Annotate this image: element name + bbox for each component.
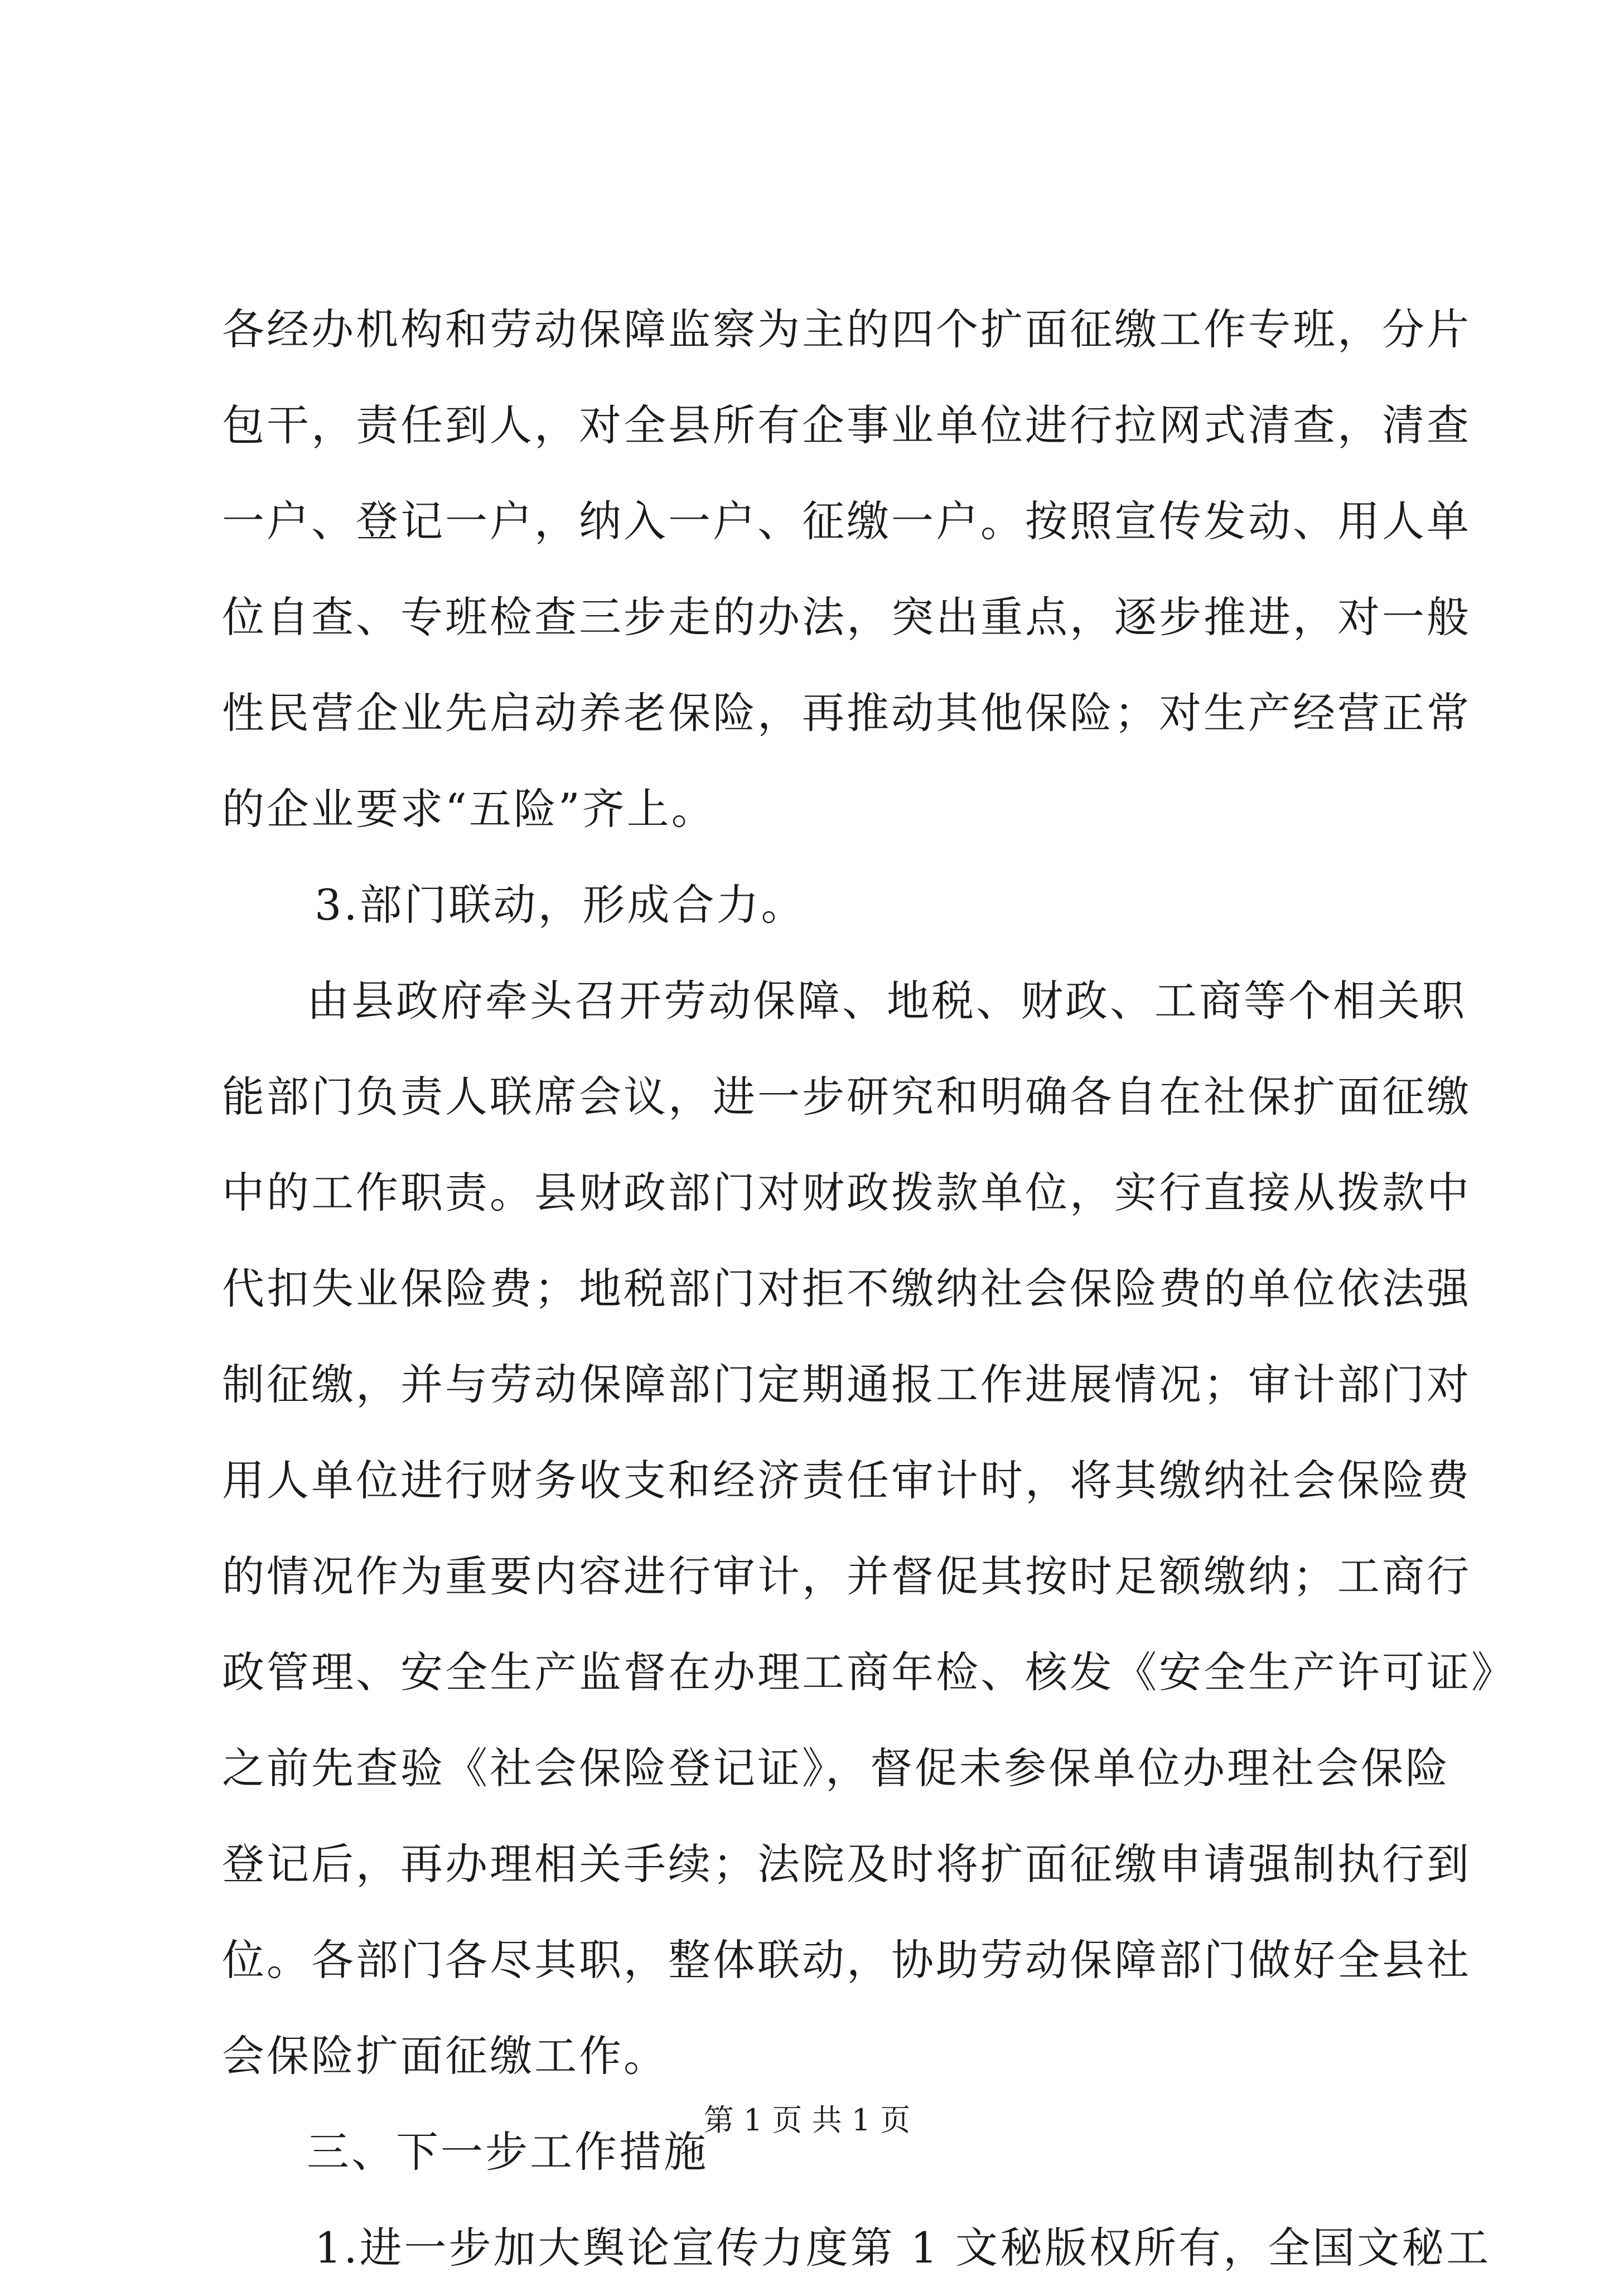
section-heading: 3.部门联动，形成合力。 — [315, 880, 806, 930]
paragraph-line: 一户、登记一户，纳入一户、征缴一户。按照宣传发动、用人单 — [222, 496, 1471, 546]
paragraph-line: 位。各部门各尽其职，整体联动，协助劳动保障部门做好全县社 — [222, 1935, 1471, 1985]
paragraph-line: 各经办机构和劳动保障监察为主的四个扩面征缴工作专班，分片 — [222, 304, 1471, 354]
paragraph-line: 登记后，再办理相关手续；法院及时将扩面征缴申请强制执行到 — [222, 1839, 1471, 1889]
paragraph-line: 性民营企业先启动养老保险，再推动其他保险；对生产经营正常 — [222, 688, 1471, 738]
page-footer: 第 1 页 共 1 页 — [703, 2102, 911, 2138]
paragraph-line: 中的工作职责。县财政部门对财政拨款单位，实行直接从拨款中 — [222, 1168, 1471, 1217]
paragraph-line: 的企业要求“五险”齐上。 — [222, 784, 716, 834]
paragraph-line: 1.进一步加大舆论宣传力度第 1 文秘版权所有，全国文秘工 — [315, 2223, 1491, 2273]
paragraph-line: 政管理、安全生产监督在办理工商年检、核发《安全生产许可证》 — [222, 1647, 1516, 1697]
paragraph-line: 位自查、专班检查三步走的办法，突出重点，逐步推进，对一般 — [222, 592, 1471, 642]
section-heading: 三、下一步工作措施 — [307, 2127, 708, 2177]
paragraph-line: 代扣失业保险费；地税部门对拒不缴纳社会保险费的单位依法强 — [222, 1264, 1471, 1313]
paragraph-line: 能部门负责人联席会议，进一步研究和明确各自在社保扩面征缴 — [222, 1072, 1471, 1122]
paragraph-line: 之前先查验《社会保险登记证》，督促未参保单位办理社会保险 — [222, 1743, 1450, 1793]
paragraph-line: 制征缴，并与劳动保障部门定期通报工作进展情况；审计部门对 — [222, 1360, 1471, 1409]
paragraph-line: 用人单位进行财务收支和经济责任审计时，将其缴纳社会保险费 — [222, 1456, 1471, 1505]
paragraph-line: 包干，责任到人，对全县所有企事业单位进行拉网式清查，清查 — [222, 400, 1471, 450]
paragraph-line: 由县政府牵头召开劳动保障、地税、财政、工商等个相关职 — [307, 976, 1467, 1026]
document-body — [222, 282, 1516, 2296]
paragraph-line: 会保险扩面征缴工作。 — [222, 2031, 668, 2081]
paragraph-line: 的情况作为重要内容进行审计，并督促其按时足额缴纳；工商行 — [222, 1551, 1471, 1601]
